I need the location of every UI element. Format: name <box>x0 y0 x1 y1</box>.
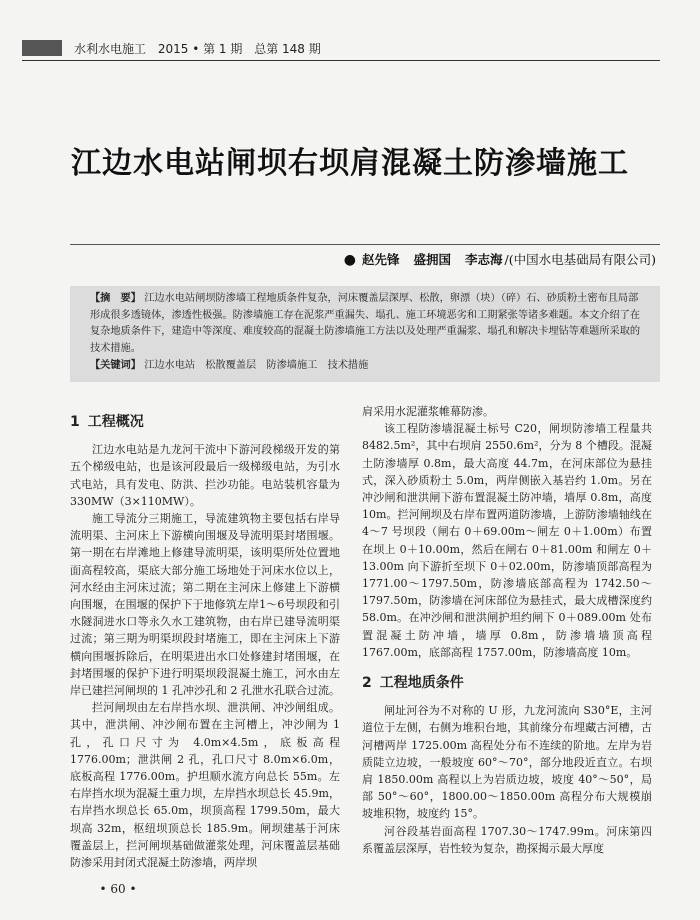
paragraph: 该工程防渗墙混凝土标号 C20，闸坝防渗墙工程量共 8482.5m²，其中右坝肩 2550.6m²，分为 8 个槽段。混凝土防渗墙厚 0.8m，最大高度 44.7m，在河床部位为悬挂式，深入砂质粉土 5.0m，两岸侧嵌入基岩约 1.0m。另在冲沙闸和泄洪闸下游布置混凝土防冲墙，墙厚 0.8m，高度 10m。拦河闸坝及右岸布置两道防渗墙，上游防渗墙轴线在 4～7 号坝段（闸右 0＋69.00m～闸左 0＋1.00m）布置在坝上 0＋10.00m，然后在闸右 0＋81.00m 和闸左 0＋13.00m 向下游折至坝下 0＋02.00m，防渗墙顶部高程为 1771.00～1797.50m，防渗墙底部高程为 1742.50～1797.50m，防渗墙在河床部位为悬挂式，最大成槽深度约 58.0m。在冲沙闸和泄洪闸护坦约闸下 0＋089.00m 处布置混凝土防冲墙，墙厚 0.8m，防渗墙墙顶高程 1767.00m，底部高程 1757.00m，防渗墙高度 10m。 <box>362 422 652 659</box>
paragraph: 施工导流分三期施工，导流建筑物主要包括右岸导流明渠、主河床上下游横向围堰及导流明渠封堵围堰。第一期在右岸滩地上修建导流明渠，该明渠所处位置地面高程较高，渠底大部分施工场地处于河床水位以上，河水经由主河床过流；第二期在主河床上修建上下游横向围堰，在围堰的保护下于地修筑左岸1～6号坝段和引水隧洞进水口等永久水工建筑物，由右岸已建导流明渠过流；第三期为明渠坝段封堵施工，即在主河床上下游横向围堰拆除后，在明渠进出水口处修建封堵围堰，在封堵围堰的保护下进行明渠坝段混凝土施工，河水由左岸已建拦河闸坝的 1 孔冲沙孔和 2 孔泄水孔联合过流。 <box>70 512 340 698</box>
author-3: 李志海 <box>465 252 503 267</box>
title-rule <box>70 244 660 245</box>
page-number: • 60 • <box>99 882 137 896</box>
paragraph: 江边水电站是九龙河干流中下游河段梯级开发的第五个梯级电站，也是该河段最后一级梯级电站，为引水式电站，具有发电、防洪、拦沙功能。电站装机容量为330MW（3×110MW）。 <box>70 443 340 508</box>
abstract-text: 江边水电站闸坝防渗墙工程地质条件复杂，河床覆盖层深厚、松散，卵漂（块）（碎）石、砂质粉土密布且局部形成很多透镜体，渗透性极强。防渗墙施工存在泥浆严重漏失、塌孔、施工环境恶劣和工期紧张等诸多难题。本文介绍了在复杂地质条件下，建造中等深度、难度较高的混凝土防渗墙施工方法以及处理严重漏浆、塌孔和解决卡埋钻等难题所采取的技术措施。 <box>90 293 641 354</box>
section-2-title: 工程地质条件 <box>379 675 464 692</box>
keywords-text: 江边水电站 松散覆盖层 防渗墙施工 技术措施 <box>144 360 369 371</box>
author-2: 盛拥国 <box>413 252 452 267</box>
running-header <box>74 40 329 57</box>
abstract-label: 【摘 要】 <box>90 292 141 304</box>
paragraph: 肩采用水泥灌浆帷幕防渗。 <box>362 405 494 418</box>
section-1-title: 工程概况 <box>87 414 144 430</box>
keywords-label: 【关键词】 <box>90 359 141 371</box>
total-issue: 总第 148 期 <box>254 42 321 56</box>
right-column <box>362 403 652 857</box>
bullet-icon: ● <box>343 252 356 268</box>
section-1-number: 1 <box>70 414 80 430</box>
author-line <box>70 250 656 268</box>
issue-info: 2015 • 第 1 期 <box>157 42 243 56</box>
paragraph: 闸址河谷为不对称的 U 形，九龙河流向 S30°E，主河道位于左侧，右侧为堆积台地，其前缘分布埋藏古河槽，古河槽两岸 1725.00m 高程处分布不连续的阶地。左岸为岩质陡立边坡，一般坡度 60°～70°，部分地段近直立。右坝肩 1850.00m 高程以上为岩质边坡，坡度 40°～50°，局部 50°～60°，1800.00～1850.00m 高程分布大规模崩坡堆积物，坡度约 15°。 <box>362 704 652 821</box>
journal-name: 水利水电施工 <box>74 42 147 56</box>
paragraph: 拦河闸坝由左右岸挡水坝、泄洪闸、冲沙闸组成。其中，泄洪闸、冲沙闸布置在主河槽上，冲沙闸为 1 孔，孔口尺寸为 4.0m×4.5m，底板高程 1776.00m；泄洪闸 2 孔，孔口尺寸 8.0m×6.0m，底板高程 1776.00m。护坦顺水流方向总长 55m。左右岸挡水坝为混凝土重力坝，左岸挡水坝总长 45.9m，右岸挡水坝总长 65.0m，坝顶高程 1799.50m，最大坝高 32m，枢纽坝顶总长 185.9m。闸坝建基于河床覆盖层上，拦河闸坝基础做灌浆处理，河床覆盖层基础防渗采用封闭式混凝土防渗墙，两岸坝 <box>70 701 340 870</box>
paragraph: 河谷段基岩面高程 1707.30～1747.99m。河床第四系覆盖层深厚，岩性较为复杂，勘探揭示最大厚度 <box>362 824 652 855</box>
article-title: 江边水电站闸坝右坝肩混凝土防渗墙施工 <box>71 146 629 181</box>
abstract-box <box>70 286 660 382</box>
section-1-heading <box>70 414 340 431</box>
header-block <box>22 40 62 56</box>
affiliation: /(中国水电基础局有限公司) <box>504 252 656 267</box>
left-column <box>70 414 340 871</box>
section-2-number: 2 <box>362 675 372 692</box>
author-1: 赵先锋 <box>361 252 400 267</box>
section-2-heading <box>362 675 652 692</box>
header-rule <box>22 60 660 61</box>
